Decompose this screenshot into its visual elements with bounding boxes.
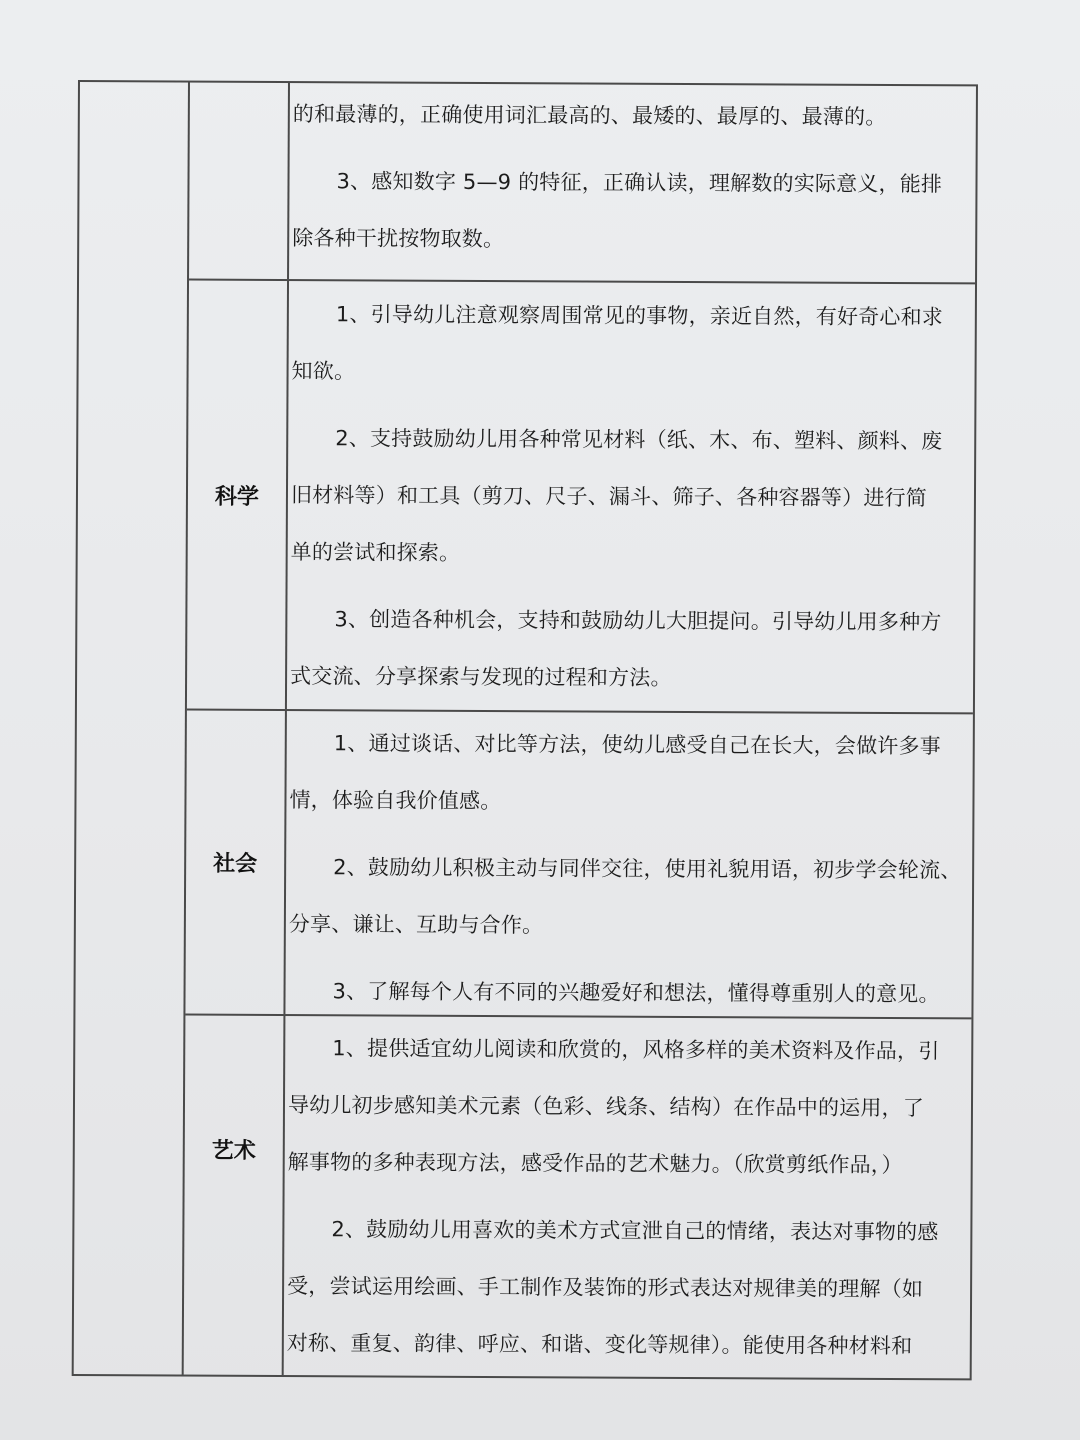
text-line: 导幼儿初步感知美术元素（色彩、线条、结构）在作品中的运用，了 [287, 1093, 925, 1121]
paragraph [288, 963, 969, 1023]
text-line: 除各种干扰按物取数。 [292, 226, 505, 252]
text-line: 情，体验自我价值感。 [289, 788, 502, 814]
text-line: 旧材料等）和工具（剪刀、尺子、漏斗、筛子、各种容器等）进行简 [290, 483, 928, 511]
subject-cell [189, 83, 290, 279]
table-row-science [187, 281, 975, 715]
table-row-art [184, 1016, 972, 1379]
text-line: 式交流、分享探索与发现的过程和方法。 [290, 664, 672, 690]
text-line: 对称、重复、韵律、呼应、和谐、变化等规律）。能使用各种材料和 [286, 1331, 913, 1359]
text-line: 3、感知数字 5—9 的特征，正确认读，理解数的实际意义，能排 [336, 169, 943, 197]
subject-cell-art: 艺术 [184, 1016, 286, 1375]
curriculum-table [72, 80, 978, 1380]
text-line: 解事物的多种表现方法，感受作品的艺术魅力。（欣赏剪纸作品，） [287, 1150, 903, 1178]
paragraph [288, 1020, 970, 1194]
text-line: 1、引导幼儿注意观察周围常见的事物，亲近自然，有好奇心和求 [335, 302, 944, 330]
content-cell [284, 1016, 972, 1378]
table-row-continuation [189, 83, 976, 285]
content-cell [289, 83, 976, 282]
subject-cell-society: 社会 [185, 711, 286, 1014]
text-line: 2、鼓励幼儿积极主动与同伴交往，使用礼貌用语，初步学会轮流、 [333, 855, 962, 883]
paragraph [290, 591, 972, 708]
text-line: 单的尝试和探索。 [290, 540, 461, 565]
paragraph [291, 410, 973, 584]
content-cell [287, 281, 975, 712]
text-line: 3、了解每个人有不同的兴趣爱好和想法，懂得尊重别人的意见。 [332, 979, 940, 1007]
text-line: 受，尝试运用绘画、手工制作及装饰的形式表达对规律美的理解（如 [287, 1274, 924, 1302]
text-line: 2、支持鼓励幼儿用各种常见材料（纸、木、布、塑料、颜料、废 [335, 426, 943, 454]
text-line: 1、提供适宜幼儿阅读和欣赏的，风格多样的美术资料及作品，引 [332, 1036, 940, 1064]
paragraph [289, 839, 971, 956]
outer-category-column [74, 82, 190, 1375]
text-line: 2、鼓励幼儿用喜欢的美术方式宣泄自己的情绪，表达对事物的感 [331, 1217, 939, 1245]
subject-cell-science: 科学 [187, 281, 289, 709]
text-line: 的和最薄的，正确使用词汇最高的、最矮的、最厚的、最薄的。 [292, 102, 887, 129]
content-cell [285, 711, 972, 1017]
paragraph [292, 153, 974, 270]
table-row-society [185, 711, 972, 1020]
text-line: 3、创造各种机会，支持和鼓励幼儿大胆提问。引导幼儿用多种方 [334, 607, 942, 635]
paragraph [287, 1201, 969, 1375]
paragraph [291, 286, 973, 403]
paragraph [293, 86, 974, 146]
text-line: 1、通过谈话、对比等方法，使幼儿感受自己在长大，会做许多事 [333, 731, 941, 759]
paragraph [289, 715, 971, 832]
text-line: 分享、谦让、互助与合作。 [288, 912, 544, 938]
text-line: 知欲。 [291, 359, 356, 384]
